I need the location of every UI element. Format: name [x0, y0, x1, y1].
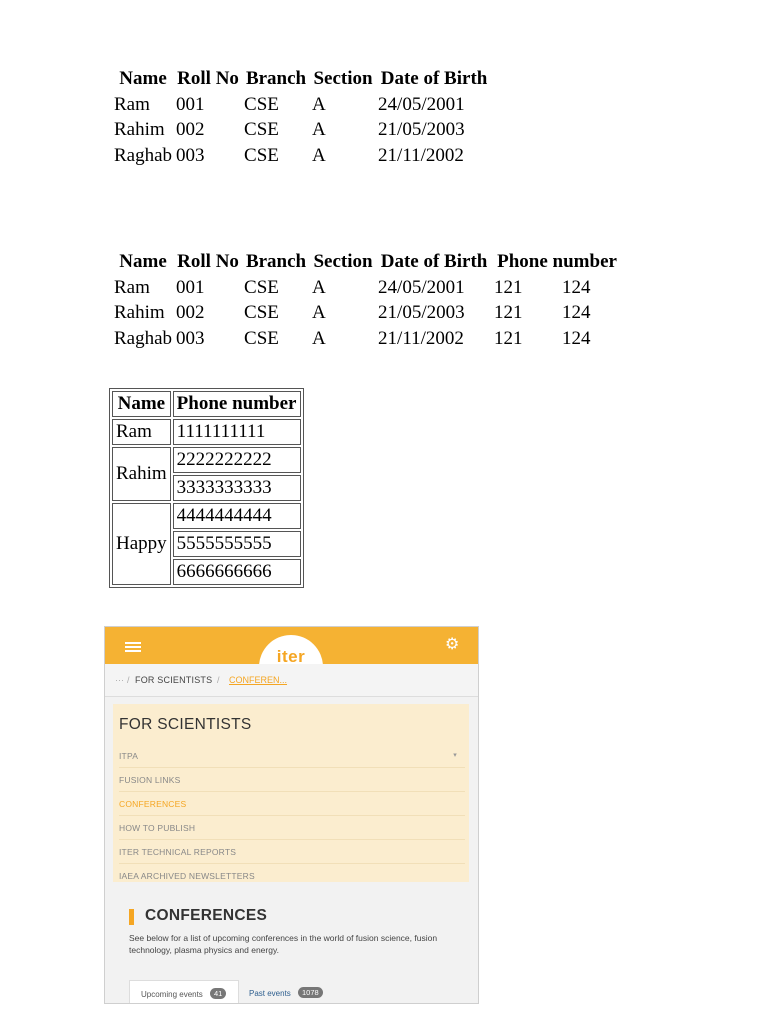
table-row: [112, 143, 492, 169]
column-header: Branch: [245, 68, 307, 89]
table-cell: 002: [176, 119, 205, 141]
column-header: Roll No: [177, 68, 239, 89]
table-cell: A: [312, 327, 326, 349]
table-row: [112, 419, 301, 445]
table-cell: 124: [562, 302, 591, 324]
table-cell: Ram: [114, 93, 150, 115]
table-cell: 24/05/2001: [378, 93, 465, 115]
table-cell: 124: [562, 276, 591, 298]
column-header: Date of Birth: [380, 68, 488, 89]
table-cell: A: [312, 144, 326, 166]
breadcrumb-separator: /: [127, 675, 130, 685]
table-row: [112, 300, 622, 326]
table-cell: 001: [176, 93, 205, 115]
logo[interactable]: iter: [276, 647, 306, 664]
phone-cell: 6666666666: [173, 559, 301, 585]
name-cell: Ram: [112, 419, 171, 445]
table-cell: 002: [176, 302, 205, 324]
table-cell: 124: [562, 327, 591, 349]
table-cell: 21/05/2003: [378, 302, 465, 324]
table-cell: 21/11/2002: [378, 327, 464, 349]
tab-label: Upcoming events: [141, 990, 203, 999]
phone-cell: 1111111111: [173, 419, 301, 445]
panel-title: FOR SCIENTISTS: [119, 716, 252, 733]
table-cell: CSE: [244, 276, 279, 298]
table-cell: CSE: [244, 327, 279, 349]
phone-number-table: [109, 388, 304, 588]
table-row: [112, 326, 622, 352]
table-row: [112, 447, 301, 473]
name-cell: Happy: [112, 503, 171, 585]
table-cell: 121: [494, 302, 523, 324]
table-row: [112, 92, 492, 118]
name-cell: Rahim: [112, 447, 171, 501]
tab-past-events[interactable]: [249, 980, 339, 1004]
tab-upcoming-events[interactable]: [129, 980, 239, 1004]
breadcrumb: [105, 664, 478, 697]
phone-cell: 5555555555: [173, 531, 301, 557]
table-cell: A: [312, 93, 326, 115]
table-cell: CSE: [244, 93, 279, 115]
table-cell: Ram: [114, 276, 150, 298]
nav-item-how-to-publish[interactable]: HOW TO PUBLISH: [119, 817, 465, 840]
phone-cell: 2222222222: [173, 447, 301, 473]
column-header: Name: [119, 68, 167, 89]
column-header: Section: [313, 251, 373, 272]
embedded-website-screenshot: [104, 626, 479, 1004]
phone-cell: 3333333333: [173, 475, 301, 501]
table-row: [112, 503, 301, 529]
column-header: Branch: [245, 251, 307, 272]
page-description: See below for a list of upcoming conferences in the world of fusion science, fusion technology, plasma physics and energy.: [129, 933, 438, 955]
table-header-row: [112, 66, 492, 92]
table-row: [112, 117, 492, 143]
table-cell: CSE: [244, 144, 279, 166]
table-cell: CSE: [244, 302, 279, 324]
section-nav-panel: [113, 704, 469, 882]
breadcrumb-separator: /: [217, 675, 220, 685]
student-phone-table: [112, 249, 622, 351]
table-cell: 003: [176, 144, 205, 166]
tab-label: Past events: [249, 989, 291, 998]
nav-item-label: ITPA: [119, 751, 139, 761]
hamburger-icon[interactable]: [125, 642, 141, 652]
gear-icon[interactable]: ⚙: [445, 636, 460, 653]
table-cell: Rahim: [114, 302, 165, 324]
count-badge: 1078: [298, 987, 323, 998]
phone-cell: 4444444444: [173, 503, 301, 529]
table-cell: A: [312, 119, 326, 141]
table-cell: Rahim: [114, 119, 165, 141]
main-content: [105, 882, 478, 1003]
table-cell: 121: [494, 276, 523, 298]
count-badge: 41: [210, 988, 226, 999]
table-cell: 24/05/2001: [378, 276, 465, 298]
nav-item-fusion-links[interactable]: FUSION LINKS: [119, 769, 465, 792]
column-header: Phone number: [497, 251, 617, 272]
column-header: Name: [119, 251, 167, 272]
table-cell: Raghab: [114, 144, 173, 166]
column-header: Section: [313, 68, 373, 89]
column-header: Phone number: [173, 391, 301, 417]
nav-item-conferences[interactable]: CONFERENCES: [119, 793, 465, 816]
table-cell: 21/05/2003: [378, 119, 465, 141]
table-cell: A: [312, 302, 326, 324]
nav-item-archived-newsletters[interactable]: IAEA ARCHIVED NEWSLETTERS: [119, 865, 465, 888]
nav-item-itpa[interactable]: [119, 745, 465, 768]
table-cell: 121: [494, 327, 523, 349]
page-title: CONFERENCES: [145, 907, 268, 924]
column-header: Date of Birth: [380, 251, 488, 272]
top-app-bar: [105, 627, 478, 664]
table-cell: 001: [176, 276, 205, 298]
student-table: [112, 66, 492, 168]
table-cell: Raghab: [114, 327, 173, 349]
table-cell: 003: [176, 327, 205, 349]
breadcrumb-ellipsis[interactable]: ···: [115, 675, 124, 685]
table-cell: A: [312, 276, 326, 298]
table-cell: 21/11/2002: [378, 144, 464, 166]
heading-accent-bar: [129, 909, 134, 925]
chevron-down-icon[interactable]: ▾: [453, 752, 457, 759]
table-header-row: [112, 249, 622, 275]
breadcrumb-item-conferences[interactable]: CONFEREN...: [229, 675, 288, 685]
table-row: [112, 275, 622, 301]
breadcrumb-item-for-scientists[interactable]: FOR SCIENTISTS: [135, 675, 213, 685]
column-header: Name: [112, 391, 171, 417]
table-header-row: [112, 391, 301, 417]
column-header: Roll No: [177, 251, 239, 272]
section-nav-list: [119, 745, 465, 889]
table-cell: CSE: [244, 119, 279, 141]
nav-item-technical-reports[interactable]: ITER TECHNICAL REPORTS: [119, 841, 465, 864]
